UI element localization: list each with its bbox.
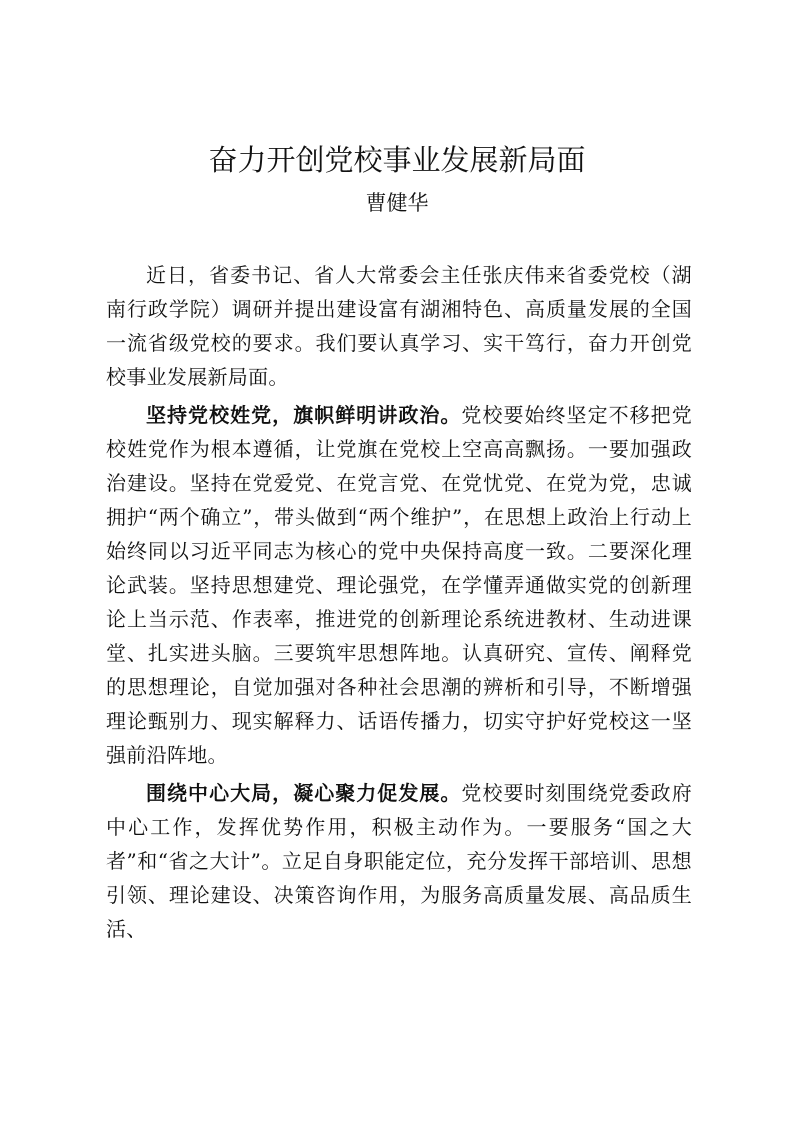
document-body (106, 258, 692, 950)
paragraph-intro (106, 258, 692, 394)
paragraph-lead: 围绕中心大局，凝心聚力促发展。 (146, 781, 462, 805)
paragraph-lead: 坚持党校姓党，旗帜鲜明讲政治。 (146, 403, 462, 427)
document-title: 奋力开创党校事业发展新局面 (208, 143, 586, 177)
paragraph-text: 近日，省委书记、省人大常委会主任张庆伟来省委党校（湖南行政学院）调研并提出建设富有湖湘特色、高质量发展的全国一流省级党校的要求。我们要认真学习、实干笃行，奋力开创党校事业发展新局面。 (106, 263, 692, 389)
document-author: 曹健华 (365, 191, 429, 215)
paragraph-party-school (106, 398, 692, 772)
paragraph-text: 党校要时刻围绕党委政府中心工作，发挥优势作用，积极主动作为。一要服务“国之大者”和“省之大计”。立足自身职能定位，充分发挥干部培训、思想引领、理论建设、决策咨询作用，为服务高质量发展、高品质生活、 (106, 781, 692, 941)
paragraph-text: 党校要始终坚定不移把党校姓党作为根本遵循，让党旗在党校上空高高飘扬。一要加强政治建设。坚持在党爱党、在党言党、在党忧党、在党为党，忠诚拥护“两个确立”，带头做到“两个维护”，在思想上政治上行动上始终同以习近平同志为核心的党中央保持高度一致。二要深化理论武装。坚持思想建党、理论强党，在学懂弄通做实党的创新理论上当示范、作表率，推进党的创新理论系统进教材、生动进课堂、扎实进头脑。三要筑牢思想阵地。认真研究、宣传、阐释党的思想理论，自觉加强对各种社会思潮的辨析和引导，不断增强理论甄别力、现实解释力、话语传播力，切实守护好党校这一坚强前沿阵地。 (106, 403, 692, 767)
paragraph-central-task (106, 776, 692, 946)
